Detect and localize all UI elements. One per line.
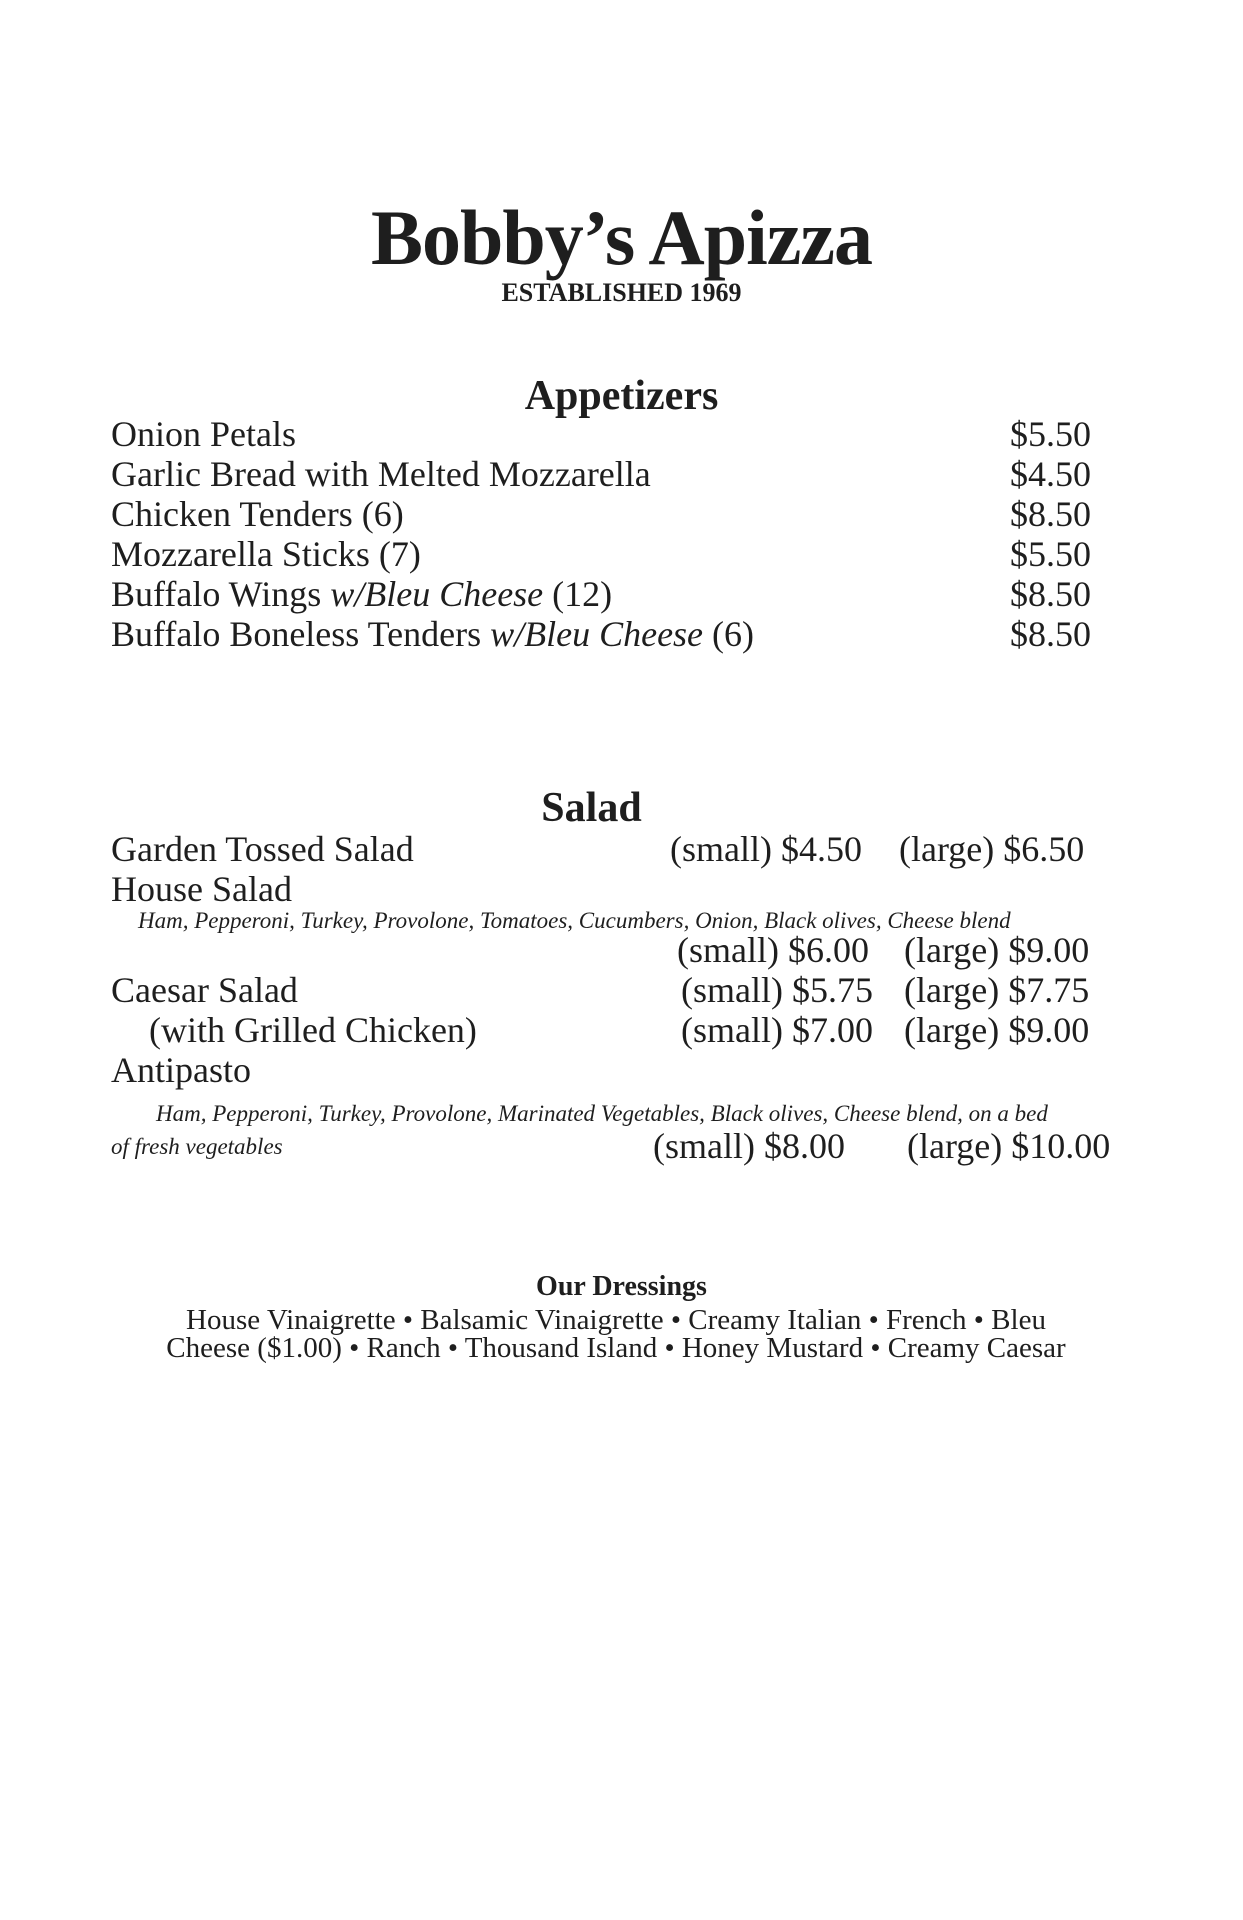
item-name-text: Buffalo Boneless Tenders xyxy=(111,614,491,654)
item-price: $5.50 xyxy=(1010,534,1091,574)
menu-item xyxy=(111,534,1091,574)
menu-item xyxy=(111,869,1091,909)
large-price: (large) $7.75 xyxy=(904,970,1090,1010)
item-name: Caesar Salad xyxy=(111,970,298,1010)
item-name-italic: w/Bleu Cheese xyxy=(330,574,544,614)
item-price: $5.50 xyxy=(1010,414,1091,454)
menu-item xyxy=(111,574,1091,614)
dressings-heading: Our Dressings xyxy=(536,1271,707,1302)
large-price: (large) $10.00 xyxy=(907,1126,1111,1166)
item-description: of fresh vegetables xyxy=(111,1134,283,1159)
item-price: $8.50 xyxy=(1010,574,1091,614)
menu-item-prices xyxy=(111,1126,1111,1166)
item-name: (with Grilled Chicken) xyxy=(149,1010,477,1050)
large-price: (large) $6.50 xyxy=(899,829,1085,869)
salad-heading: Salad xyxy=(541,785,642,831)
large-price: (large) $9.00 xyxy=(904,1010,1090,1050)
item-name: Garlic Bread with Melted Mozzarella xyxy=(111,454,651,494)
dressings-line: House Vinaigrette • Balsamic Vinaigrette • Creamy Italian • French • Bleu xyxy=(186,1304,1046,1336)
menu-item xyxy=(111,1010,1091,1050)
dressings-line: Cheese ($1.00) • Ranch • Thousand Island • Honey Mustard • Creamy Caesar xyxy=(166,1332,1066,1364)
menu-item xyxy=(111,829,1091,869)
item-name: House Salad xyxy=(111,869,292,909)
small-price: (small) $7.00 xyxy=(681,1010,873,1050)
menu-item xyxy=(111,1050,1091,1090)
small-price: (small) $4.50 xyxy=(670,829,862,869)
item-price: $8.50 xyxy=(1010,614,1091,654)
item-name-italic: w/Bleu Cheese xyxy=(490,614,704,654)
item-name: Chicken Tenders (6) xyxy=(111,494,404,534)
menu-item xyxy=(111,614,1091,654)
item-name-suffix: (6) xyxy=(703,614,755,654)
dressings-list xyxy=(126,1306,1106,1362)
item-name-text: Buffalo Wings xyxy=(111,574,331,614)
item-price: $8.50 xyxy=(1010,494,1091,534)
menu-item xyxy=(111,970,1091,1010)
item-name xyxy=(111,614,754,654)
appetizers-heading: Appetizers xyxy=(524,373,719,419)
large-price: (large) $9.00 xyxy=(904,930,1090,970)
small-price: (small) $5.75 xyxy=(681,970,873,1010)
item-name: Antipasto xyxy=(111,1050,251,1090)
item-name xyxy=(111,574,612,614)
item-description: Ham, Pepperoni, Turkey, Provolone, Marinated Vegetables, Black olives, Cheese blend, on a bed xyxy=(156,1101,1048,1126)
item-name: Onion Petals xyxy=(111,414,296,454)
item-price: $4.50 xyxy=(1010,454,1091,494)
menu-item-prices xyxy=(111,930,1091,970)
established-tagline: ESTABLISHED 1969 xyxy=(501,278,742,307)
small-price: (small) $8.00 xyxy=(653,1126,845,1166)
menu-item xyxy=(111,494,1091,534)
item-name-suffix: (12) xyxy=(543,574,613,614)
menu-item xyxy=(111,414,1091,454)
item-description: Ham, Pepperoni, Turkey, Provolone, Tomatoes, Cucumbers, Onion, Black olives, Cheese blend xyxy=(138,908,1011,933)
restaurant-name: Bobby’s Apizza xyxy=(370,194,873,281)
menu-item xyxy=(111,454,1091,494)
item-name: Mozzarella Sticks (7) xyxy=(111,534,421,574)
small-price: (small) $6.00 xyxy=(677,930,869,970)
item-name: Garden Tossed Salad xyxy=(111,829,414,869)
